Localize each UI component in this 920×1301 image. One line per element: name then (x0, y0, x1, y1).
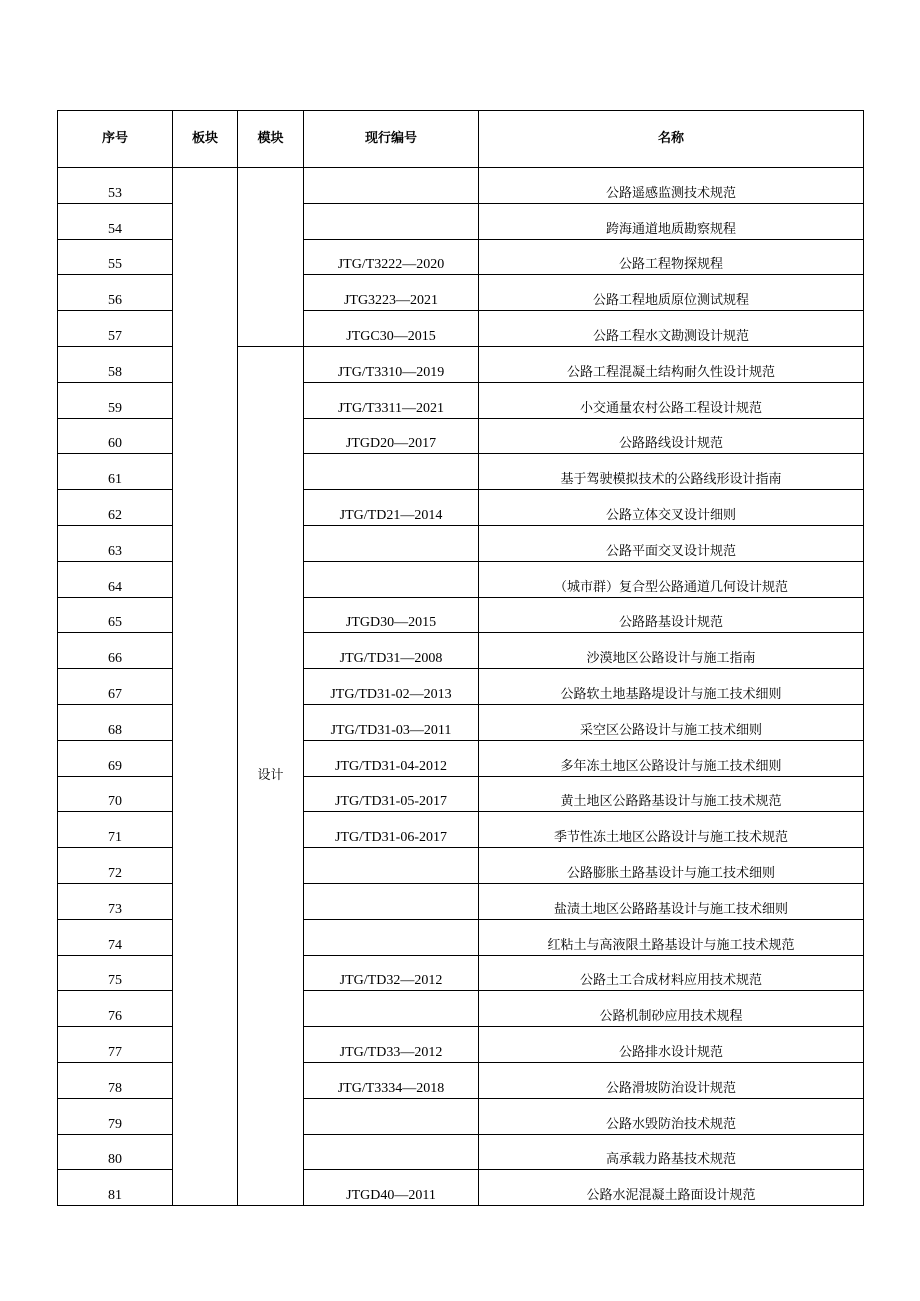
header-code: 现行编号 (304, 111, 479, 168)
row-number: 64 (58, 561, 173, 597)
row-name: 盐渍土地区公路路基设计与施工技术细则 (479, 883, 864, 919)
row-name: 公路排水设计规范 (479, 1027, 864, 1063)
row-number: 76 (58, 991, 173, 1027)
row-code: JTG/TD31-05-2017 (304, 776, 479, 812)
table-body (58, 168, 864, 1206)
row-name: 公路膨胀土路基设计与施工技术细则 (479, 848, 864, 884)
row-name: 黄土地区公路路基设计与施工技术规范 (479, 776, 864, 812)
row-number: 63 (58, 525, 173, 561)
row-number: 71 (58, 812, 173, 848)
row-code: JTG/TD32—2012 (304, 955, 479, 991)
row-name: 公路工程地质原位测试规程 (479, 275, 864, 311)
row-name: 公路路基设计规范 (479, 597, 864, 633)
row-code: JTG/T3222—2020 (304, 239, 479, 275)
header-section: 板块 (173, 111, 238, 168)
row-code (304, 561, 479, 597)
row-name: 跨海通道地质勘察规程 (479, 203, 864, 239)
row-code (304, 525, 479, 561)
row-number: 74 (58, 919, 173, 955)
row-name: 高承载力路基技术规范 (479, 1134, 864, 1170)
row-number: 66 (58, 633, 173, 669)
row-name: 公路滑坡防治设计规范 (479, 1062, 864, 1098)
row-number: 78 (58, 1062, 173, 1098)
row-code (304, 168, 479, 204)
row-code (304, 848, 479, 884)
row-number: 77 (58, 1027, 173, 1063)
row-code (304, 883, 479, 919)
header-no: 序号 (58, 111, 173, 168)
row-name: 季节性冻土地区公路设计与施工技术规范 (479, 812, 864, 848)
row-number: 75 (58, 955, 173, 991)
row-code: JTG/TD31-02—2013 (304, 669, 479, 705)
header-name: 名称 (479, 111, 864, 168)
row-name: 公路平面交叉设计规范 (479, 525, 864, 561)
module-cell-design: 设计 (238, 346, 304, 1205)
row-name: 公路水泥混凝土路面设计规范 (479, 1170, 864, 1206)
row-code: JTG/TD31—2008 (304, 633, 479, 669)
row-number: 60 (58, 418, 173, 454)
row-name: 公路工程物探规程 (479, 239, 864, 275)
row-name: 沙漠地区公路设计与施工指南 (479, 633, 864, 669)
header-row (58, 111, 864, 168)
row-number: 72 (58, 848, 173, 884)
row-name: 公路遥感监测技术规范 (479, 168, 864, 204)
row-name: 公路立体交叉设计细则 (479, 490, 864, 526)
row-name: 公路工程混凝土结构耐久性设计规范 (479, 346, 864, 382)
row-name: 公路路线设计规范 (479, 418, 864, 454)
row-number: 80 (58, 1134, 173, 1170)
row-name: 公路工程水文勘测设计规范 (479, 311, 864, 347)
row-code: JTG/TD31-03—2011 (304, 704, 479, 740)
row-number: 54 (58, 203, 173, 239)
row-code: JTG/T3311—2021 (304, 382, 479, 418)
row-code: JTG/T3334—2018 (304, 1062, 479, 1098)
row-name: 公路软土地基路堤设计与施工技术细则 (479, 669, 864, 705)
row-code: JTG3223—2021 (304, 275, 479, 311)
row-number: 57 (58, 311, 173, 347)
row-number: 79 (58, 1098, 173, 1134)
row-code: JTG/TD31-04-2012 (304, 740, 479, 776)
row-number: 59 (58, 382, 173, 418)
row-number: 58 (58, 346, 173, 382)
row-number: 70 (58, 776, 173, 812)
section-cell (173, 168, 238, 1206)
row-code: JTG/TD33—2012 (304, 1027, 479, 1063)
row-number: 55 (58, 239, 173, 275)
row-name: 公路机制砂应用技术规程 (479, 991, 864, 1027)
row-code: JTG/T3310—2019 (304, 346, 479, 382)
row-code: JTGD20—2017 (304, 418, 479, 454)
row-code (304, 203, 479, 239)
row-name: （城市群）复合型公路通道几何设计规范 (479, 561, 864, 597)
row-number: 81 (58, 1170, 173, 1206)
row-code: JTG/TD31-06-2017 (304, 812, 479, 848)
row-number: 53 (58, 168, 173, 204)
table-row (58, 168, 864, 204)
row-number: 56 (58, 275, 173, 311)
row-code (304, 919, 479, 955)
row-name: 基于驾驶模拟技术的公路线形设计指南 (479, 454, 864, 490)
row-number: 65 (58, 597, 173, 633)
header-module: 模块 (238, 111, 304, 168)
row-code: JTGC30—2015 (304, 311, 479, 347)
row-name: 公路水毁防治技术规范 (479, 1098, 864, 1134)
row-number: 73 (58, 883, 173, 919)
row-name: 采空区公路设计与施工技术细则 (479, 704, 864, 740)
row-code (304, 991, 479, 1027)
row-code: JTGD30—2015 (304, 597, 479, 633)
row-number: 62 (58, 490, 173, 526)
row-name: 红粘土与高液限土路基设计与施工技术规范 (479, 919, 864, 955)
row-code (304, 1134, 479, 1170)
row-code (304, 454, 479, 490)
row-number: 67 (58, 669, 173, 705)
row-code (304, 1098, 479, 1134)
row-number: 61 (58, 454, 173, 490)
row-name: 公路土工合成材料应用技术规范 (479, 955, 864, 991)
row-name: 多年冻土地区公路设计与施工技术细则 (479, 740, 864, 776)
row-code: JTGD40—2011 (304, 1170, 479, 1206)
row-number: 69 (58, 740, 173, 776)
row-name: 小交通量农村公路工程设计规范 (479, 382, 864, 418)
module-cell-survey (238, 168, 304, 347)
row-number: 68 (58, 704, 173, 740)
row-code: JTG/TD21—2014 (304, 490, 479, 526)
standards-table (57, 110, 864, 1206)
